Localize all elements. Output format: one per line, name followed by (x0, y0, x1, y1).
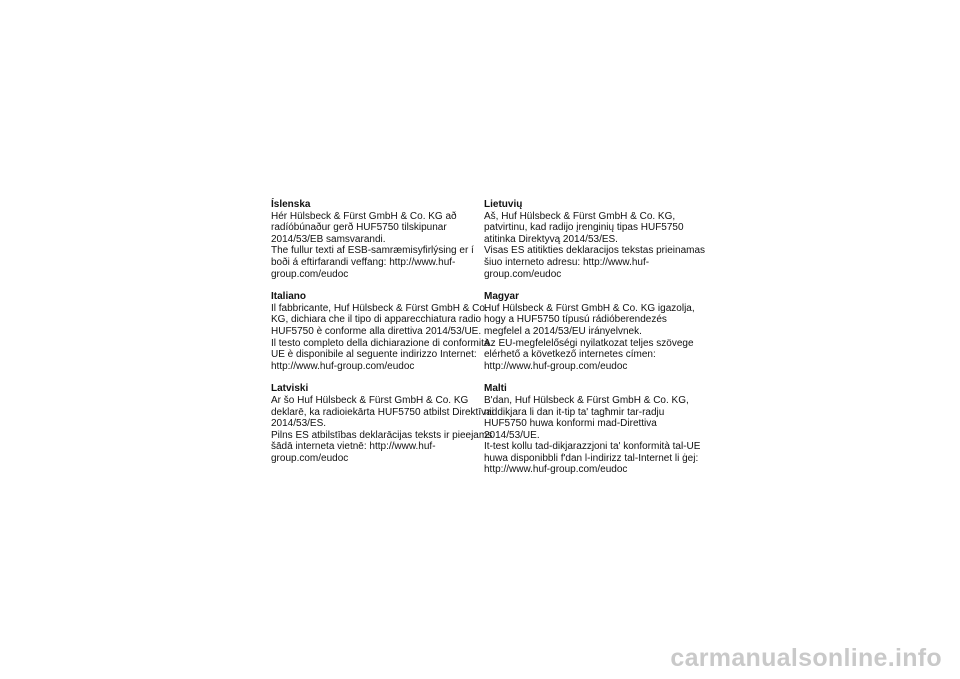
section-text-line: UE è disponibile al seguente indirizzo Internet: (271, 349, 477, 361)
section-text-line: hogy a HUF5750 típusú rádióberendezés (484, 314, 667, 326)
section-title: Latviski (271, 383, 309, 395)
left-column (271, 199, 493, 475)
section-text-line: http://www.huf-group.com/eudoc (271, 360, 415, 372)
section-text-line: group.com/eudoc (271, 452, 349, 464)
section-title: Lietuvių (484, 199, 523, 210)
section-text-line: atitinka Direktyvą 2014/53/ES. (484, 233, 618, 245)
language-section (271, 291, 493, 372)
section-text-line: It-test kollu tad-dikjarazzjoni ta' konformità tal-UE (484, 441, 701, 453)
section-text-line: The fullur texti af ESB-samræmisyfirlýsing er í (271, 245, 474, 257)
section-text-line: huwa disponibbli f'dan l-indirizz tal-Internet li ġej: (484, 452, 699, 464)
section-title: Malti (484, 383, 507, 395)
section-text-line: 2014/53/EB samsvarandi. (271, 233, 386, 245)
language-section (271, 199, 493, 280)
section-text-line: šiuo interneto adresu: http://www.huf- (484, 256, 650, 268)
section-title: Magyar (484, 291, 520, 303)
section-text-line: Visas ES atitikties deklaracijos tekstas prieinamas (484, 245, 706, 257)
section-text-line: http://www.huf-group.com/eudoc (484, 464, 628, 476)
section-text-line: Az EU-megfelelőségi nyilatkozat teljes szövege (484, 337, 694, 349)
section-text-line: 2014/53/ES. (271, 418, 327, 430)
section-text-line: megfelel a 2014/53/EU irányelvnek. (484, 325, 642, 337)
section-text-line: niddikjara li dan it-tip ta' tagħmir tar-radju (484, 406, 665, 418)
language-section (271, 383, 493, 464)
section-text-line: B'dan, Huf Hülsbeck & Fürst GmbH & Co. KG, (484, 394, 689, 406)
section-text-line: Hér Hülsbeck & Fürst GmbH & Co. KG að (271, 210, 457, 222)
section-text-line: šādā interneta vietnē: http://www.huf- (271, 441, 436, 453)
section-text-line: HUF5750 è conforme alla direttiva 2014/53/UE. (271, 325, 482, 337)
language-section (484, 199, 706, 280)
section-text-line: boði á eftirfarandi veffang: http://www.huf- (271, 256, 456, 268)
section-text-line: Ar šo Huf Hülsbeck & Fürst GmbH & Co. KG (271, 394, 469, 406)
watermark: carmanualsonline.info (670, 644, 942, 672)
section-text-line: 2014/53/UE. (484, 429, 540, 441)
section-text-line: HUF5750 huwa konformi mad-Direttiva (484, 418, 657, 430)
section-text-line: http://www.huf-group.com/eudoc (484, 360, 628, 372)
language-section (484, 383, 706, 476)
section-text-line: KG, dichiara che il tipo di apparecchiatura radio (271, 314, 482, 326)
section-text-line: Il fabbricante, Huf Hülsbeck & Fürst GmbH & Co. (271, 302, 488, 314)
section-text-line: radíóbúnaður gerð HUF5750 tilskipunar (271, 222, 447, 234)
language-section (484, 291, 706, 372)
section-text-line: group.com/eudoc (271, 268, 349, 280)
section-text-line: patvirtinu, kad radijo įrenginių tipas HUF5750 (484, 222, 684, 234)
right-column (484, 199, 706, 487)
section-text-line: Huf Hülsbeck & Fürst GmbH & Co. KG igazolja, (484, 302, 695, 314)
section-text-line: Pilns ES atbilstības deklarācijas teksts ir pieejams (271, 429, 493, 441)
section-text-line: deklarē, ka radioiekārta HUF5750 atbilst Direktīvai (271, 406, 494, 418)
section-title: Íslenska (271, 199, 311, 210)
section-text-line: Il testo completo della dichiarazione di conformità (271, 337, 490, 349)
section-text-line: elérhető a következő internetes címen: (484, 349, 656, 361)
section-title: Italiano (271, 291, 307, 303)
section-text-line: group.com/eudoc (484, 268, 562, 280)
section-text-line: Aš, Huf Hülsbeck & Fürst GmbH & Co. KG, (484, 210, 676, 222)
